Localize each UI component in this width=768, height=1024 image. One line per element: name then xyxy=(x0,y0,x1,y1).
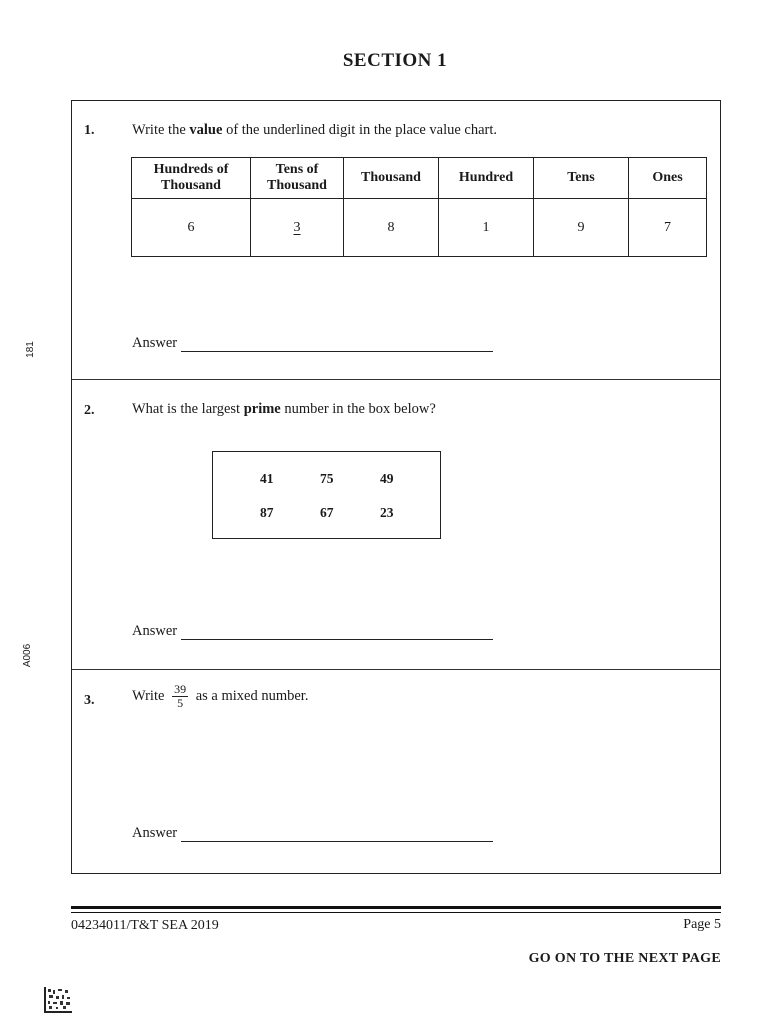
digit-cell: 6 xyxy=(132,199,251,257)
question-text xyxy=(132,401,436,418)
box-number: 87 xyxy=(260,505,274,520)
number-box xyxy=(212,451,441,539)
fraction xyxy=(172,683,188,710)
datamatrix-barcode-icon xyxy=(44,987,72,1013)
questions-frame xyxy=(71,100,721,874)
header-thousand: Thousand xyxy=(344,158,439,199)
question-keyword: prime xyxy=(243,401,281,417)
place-value-digit-row xyxy=(132,199,707,257)
question-text-part: as a mixed number. xyxy=(192,687,309,704)
next-page-notice: GO ON TO THE NEXT PAGE xyxy=(528,951,721,966)
answer-label: Answer xyxy=(132,623,178,639)
digit-cell-underlined xyxy=(251,199,344,257)
box-number: 75 xyxy=(320,471,334,486)
box-number: 49 xyxy=(380,471,394,486)
box-number: 67 xyxy=(320,505,334,520)
question-text-part: of the underlined digit in the place value chart. xyxy=(222,122,498,138)
question-number: 2. xyxy=(84,403,95,418)
question-number: 1. xyxy=(84,123,95,138)
question-keyword: value xyxy=(189,122,223,138)
footer-rule-thin xyxy=(71,912,721,913)
question-2 xyxy=(72,379,720,670)
place-value-header-row xyxy=(132,158,707,199)
answer-blank[interactable] xyxy=(181,827,493,842)
answer-blank[interactable] xyxy=(181,337,493,352)
fraction-denominator: 5 xyxy=(177,696,184,710)
fraction-numerator: 39 xyxy=(174,682,187,696)
digit-cell: 1 xyxy=(439,199,534,257)
header-tens-of-thousand: Tens of Thousand xyxy=(251,158,344,199)
box-number: 41 xyxy=(260,471,274,486)
digit-cell: 8 xyxy=(344,199,439,257)
question-number: 3. xyxy=(84,693,95,708)
question-text-part: Write xyxy=(132,687,169,704)
box-number: 23 xyxy=(380,505,394,520)
section-title: SECTION 1 xyxy=(342,50,448,71)
header-hundred: Hundred xyxy=(439,158,534,199)
place-value-chart xyxy=(131,157,707,257)
side-code-top: 181 xyxy=(24,341,36,358)
digit-cell: 7 xyxy=(629,199,707,257)
question-text-part: What is the largest xyxy=(132,401,244,417)
question-3 xyxy=(72,669,720,873)
underlined-digit: 3 xyxy=(293,219,301,235)
header-tens: Tens xyxy=(534,158,629,199)
digit-cell: 9 xyxy=(534,199,629,257)
answer-label: Answer xyxy=(132,825,178,841)
question-1 xyxy=(72,101,720,380)
question-text xyxy=(132,122,497,139)
paper-code: 04234011/T&T SEA 2019 xyxy=(71,918,219,933)
answer-line-1[interactable] xyxy=(132,335,493,352)
side-code-bottom: A006 xyxy=(22,643,34,668)
page-number: Page 5 xyxy=(683,917,721,932)
question-text-part: number in the box below? xyxy=(280,401,436,417)
answer-line-2[interactable] xyxy=(132,623,493,640)
header-hundreds-of-thousand: Hundreds of Thousand xyxy=(132,158,251,199)
answer-line-3[interactable] xyxy=(132,825,493,842)
header-ones: Ones xyxy=(629,158,707,199)
question-text xyxy=(132,683,308,710)
answer-label: Answer xyxy=(132,335,178,351)
question-text-part: Write the xyxy=(132,122,190,138)
answer-blank[interactable] xyxy=(181,625,493,640)
footer-rule-thick xyxy=(71,906,721,909)
